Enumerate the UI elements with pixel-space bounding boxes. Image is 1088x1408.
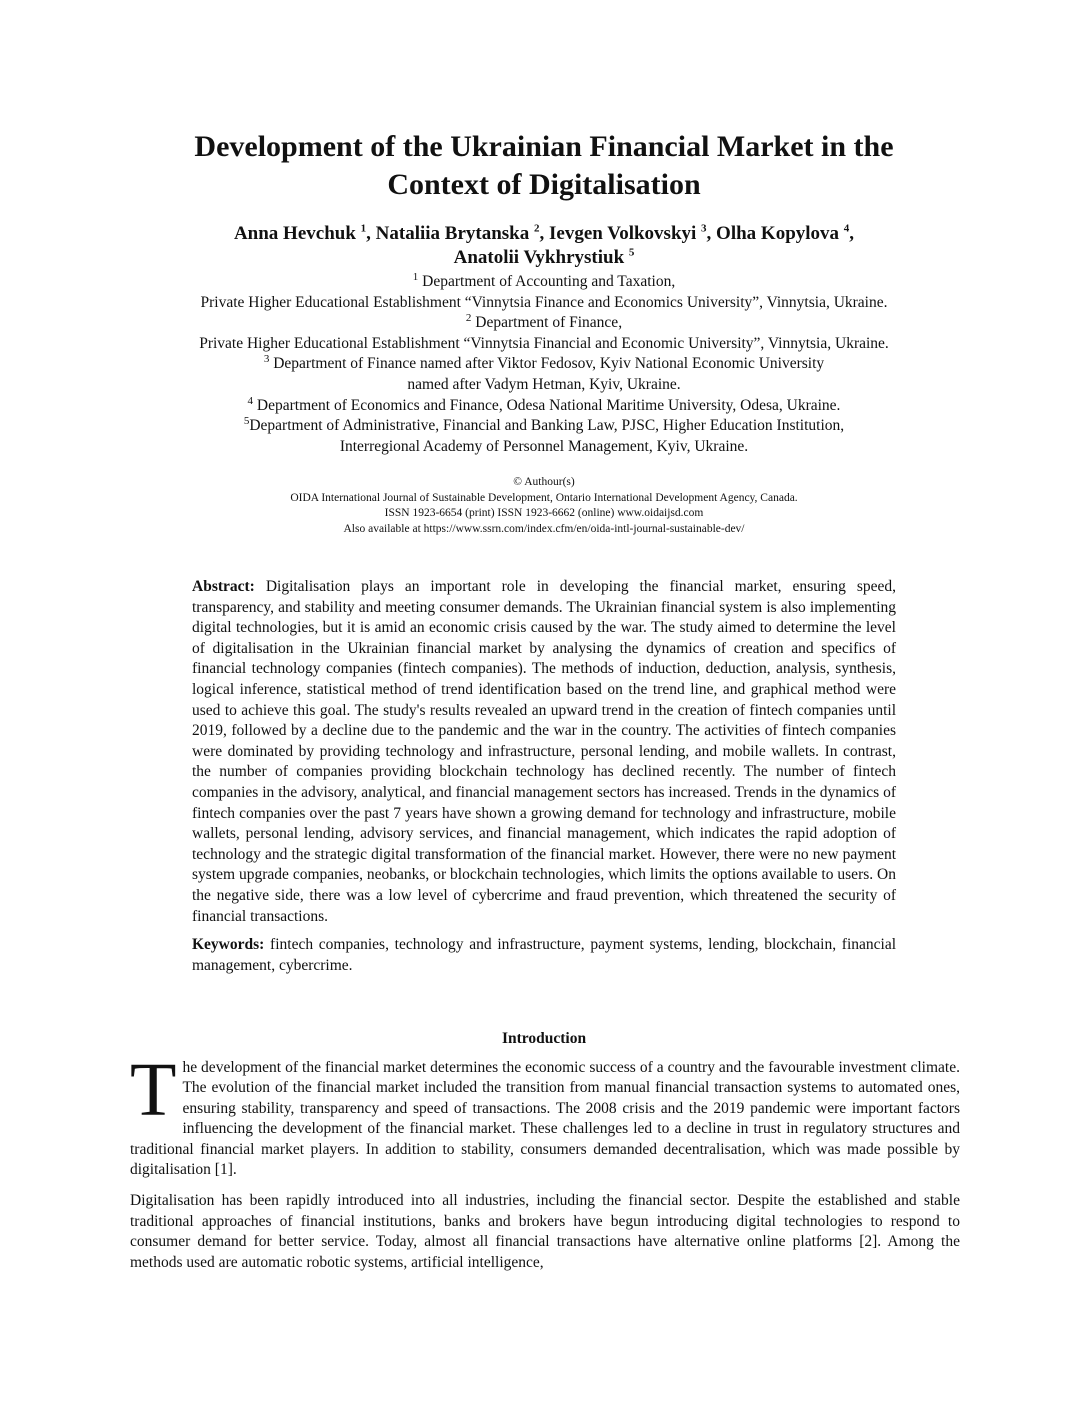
abstract-label: Abstract: <box>192 578 255 595</box>
author-superscript: 5 <box>628 246 635 259</box>
affiliation-text: Department of Economics and Finance, Odesa National Maritime University, Odesa, Ukraine. <box>256 396 841 414</box>
keywords-label: Keywords: <box>192 936 265 954</box>
drop-cap: T <box>130 1048 177 1132</box>
affiliation-text: Department of Finance named after Viktor Fedosov, Kyiv National Economic University <box>273 355 825 373</box>
affiliation-superscript: 2 <box>465 312 472 325</box>
affiliation-text: Private Higher Educational Establishment “Vinnytsia Financial and Economic University”, Vinnytsia, Ukraine. <box>199 334 889 352</box>
ssrn-line: Also available at https://www.ssrn.com/index.cfm/en/oida-intl-journal-sustainable-dev/ <box>343 522 745 535</box>
affiliation-superscript: 4 <box>247 394 254 407</box>
affiliation-list <box>100 272 988 457</box>
author-name: Olha Kopylova <box>716 223 840 244</box>
affiliation-superscript: 5 <box>243 415 250 427</box>
author-list: Anna Hevchuk $^1$, Nataliia Brytanska $^2$, Ievgen Volkovskyi $^3$, Olha Kopylova $^4$, Anatolii Vykhrystiuk $^5$ <box>233 222 855 268</box>
abstract-text: Digitalisation plays an important role in developing the financial market, ensuring speed, transparency, and stability and meeting consumer demands. The Ukrainian financial system is also implementing digital technologies, but it is amid an economic crisis caused by the war. The study aimed to determine the level of digitalisation in the Ukrainian financial market by analysing the dynamics of creation and specifics of financial technology companies (fintech companies). The methods of induction, deduction, analysis, synthesis, logical inference, statistical method of trend identification based on the trend line, and graphical method were used to achieve this goal. The study's results revealed an upward trend in the creation of fintech companies until 2019, followed by a decline due to the pandemic and the war in the country. The activities of fintech companies were dominated by providing technology and infrastructure, personal lending, and mobile wallets. In contrast, the number of companies providing blockchain technology has declined recently. The number of fintech companies in the advisory, analytical, and financial management sectors has increased. Trends in the dynamics of fintech companies over the past 7 years have shown a growing demand for technology and infrastructure, mobile wallets, personal lending, advisory services, and financial management, which indicates the rapid adoption of technology and the strategic digital transformation of the financial market. However, there were no new payment system upgrade companies, neobanks, or blockchain technologies, which limits the options available to users. On the negative side, there was a low level of cybercrime and fraud prevention, which threatened the security of financial transactions. <box>192 578 896 925</box>
author-name: Anatolii Vykhrystiuk <box>453 247 625 268</box>
affiliation-4 <box>100 396 988 417</box>
author-name: Ievgen Volkovskyi <box>549 223 697 244</box>
journal-line: OIDA International Journal of Sustainable Development, Ontario International Development Agency, Canada. <box>290 491 798 504</box>
author-superscript: 4 <box>843 222 850 235</box>
affiliation-superscript: 1 <box>412 270 419 283</box>
paper-title <box>100 128 988 204</box>
title-line-1: Development of the Ukrainian Financial Market in the <box>194 130 894 163</box>
introduction-heading: Introduction <box>501 1030 587 1047</box>
abstract-block <box>192 577 896 976</box>
author-superscript: 2 <box>534 222 540 235</box>
title-line-2: Context of Digitalisation <box>387 168 701 201</box>
affiliation-text: Department of Finance, <box>475 314 623 332</box>
publication-info <box>150 475 938 537</box>
copyright-line: © Authour(s) <box>513 476 575 488</box>
intro-paragraph-1-text: he development of the financial market determines the economic success of a country and the favourable investment climate. The evolution of the financial market included the transition from manual financial transaction systems to automated ones, ensuring stability, transparency and speed of transactions. The 2008 crisis and the 2019 pandemic were important factors influencing the development of the financial market. These challenges led to a decline in trust in regulatory structures and traditional financial market players. In addition to stability, consumers demanded decentralisation, which was made possible by digitalisation [1]. <box>130 1059 960 1179</box>
keywords-text: fintech companies, technology and infrastructure, payment systems, lending, blockchain, financial management, cybercrime. <box>192 936 897 974</box>
author-name: Nataliia Brytanska <box>375 223 530 244</box>
affiliation-1 <box>100 272 988 293</box>
intro-paragraph-1 <box>130 1048 960 1180</box>
affiliation-text: Department of Accounting and Taxation, <box>422 273 676 290</box>
affiliation-text: Department of Administrative, Financial and Banking Law, PJSC, Higher Education Institution, <box>249 417 845 435</box>
affiliation-2 <box>100 313 988 334</box>
affiliation-5 <box>100 416 988 437</box>
introduction-body <box>130 1048 960 1284</box>
author-name: Anna Hevchuk <box>233 223 356 244</box>
affiliation-text: Private Higher Educational Establishment “Vinnytsia Finance and Economics University”, Vinnytsia, Ukraine. <box>200 293 888 311</box>
author-superscript: 3 <box>701 222 707 235</box>
intro-paragraph-2: Digitalisation has been rapidly introduced into all industries, including the financial sector. Despite the established and stable traditional approaches of financial institutions, banks and brokers have begun introducing digital technologies to respond to consumer demand for better service. Today, almost all financial transactions have alternative online platforms [2]. Among the methods used are automatic robotic systems, artificial intelligence, <box>130 1192 960 1271</box>
abstract-paragraph <box>192 577 896 927</box>
affiliation-superscript: 3 <box>263 353 270 366</box>
affiliation-3 <box>100 354 988 375</box>
keywords-paragraph <box>192 935 896 976</box>
author-superscript: 1 <box>360 222 367 235</box>
issn-line: ISSN 1923-6654 (print) ISSN 1923-6662 (online) www.oidaijsd.com <box>384 507 704 519</box>
affiliation-text: Interregional Academy of Personnel Management, Kyiv, Ukraine. <box>339 437 749 455</box>
affiliation-text: named after Vadym Hetman, Kyiv, Ukraine. <box>407 375 681 393</box>
